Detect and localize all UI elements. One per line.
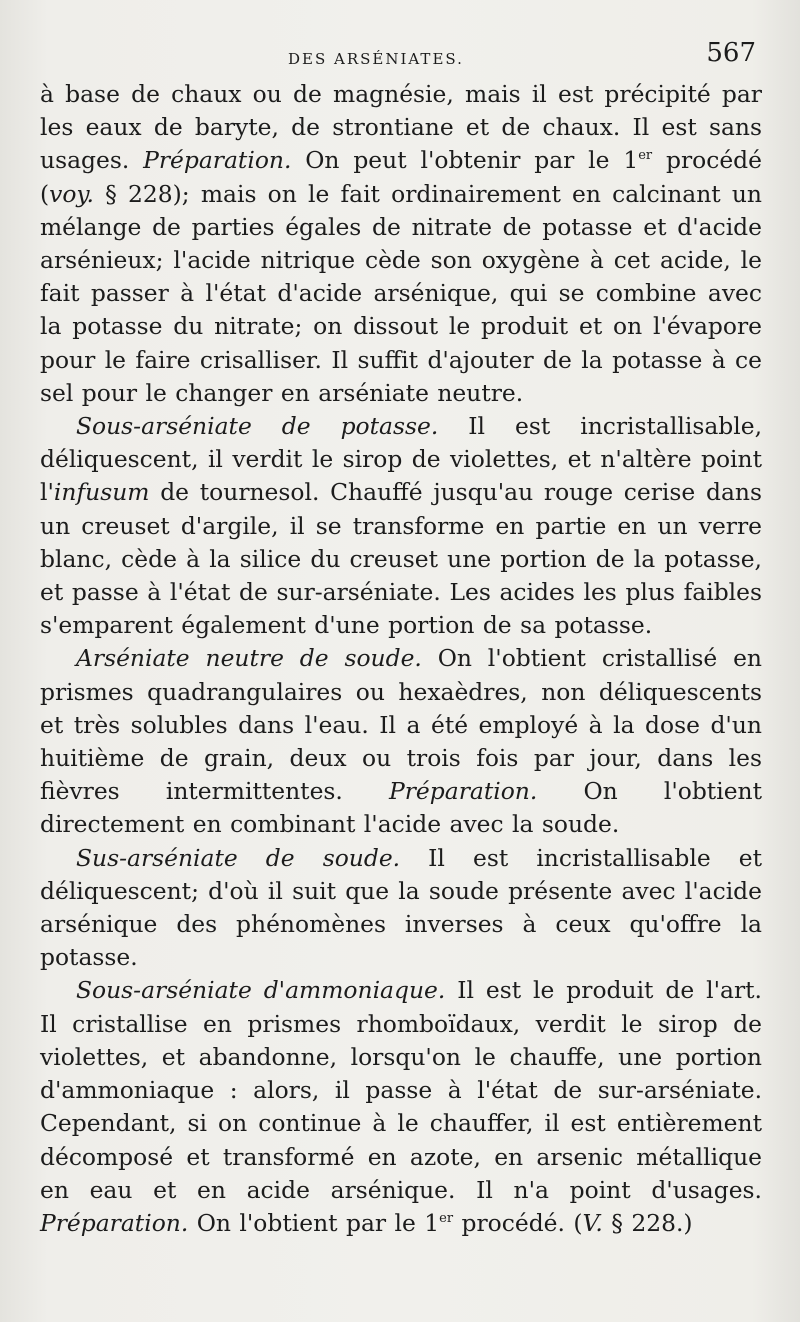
- text-run: On l'obtient cristallisé en prismes quadrangulaires ou hexaèdres, non déliquescents et très solubles dans l'eau. Il a été employé à la dose d'un huitième de grain, deux ou trois fois par jour, dans les fièvres intermittentes.: [40, 644, 762, 806]
- italic-text: Préparation.: [389, 777, 538, 806]
- italic-text: Préparation.: [40, 1208, 189, 1237]
- paragraph-sus-arseniate-soude: [40, 842, 762, 975]
- text-run: Il est le produit de l'art. Il cristallise en prismes rhomboïdaux, verdit le sirop de violettes, et abandonne, lorsqu'on le chauffe, une portion d'ammoniaque : alors, il passe à l'état de sur-arséniate. Cependant, si on continue à le chauffer, il est entièrement décomposé et transformé en azote, en arsenic métallique en eau et en acide arsénique. Il n'a point d'usages.: [40, 976, 762, 1204]
- text-run: procédé (: [40, 146, 762, 208]
- text-run: § 228.): [602, 1208, 693, 1237]
- text-run: Il est incristallisable et déliquescent; d'où il suit que la soude présente avec l'acide arsénique des phénomènes inverses à ceux qu'offre la potasse.: [40, 843, 762, 972]
- running-head: DES ARSÉNIATES.: [288, 50, 464, 68]
- text-run: On l'obtient directement en combinant l'acide avec la soude.: [40, 777, 762, 839]
- text-run: On peut l'obtenir par le 1: [291, 146, 639, 175]
- text-run: On l'obtient par le 1: [188, 1208, 440, 1237]
- text-run: Il est incristallisable, déliquescent, il verdit le sirop de violettes, et n'altère point l': [40, 412, 763, 507]
- text-run: § 228); mais on le fait ordinairement en calcinant un mélange de parties égales de nitrate de potasse et d'acide arsénieux; l'acide nitrique cède son oxygène à cet acide, le fait passer à l'état d'acide arsénique, qui se combine avec la potasse du nitrate; on dissout le produit et on l'évapore pour le faire crisalliser. Il suffit d'ajouter de la potasse à ce sel pour le changer en arséniate neutre.: [40, 179, 762, 407]
- italic-text: Préparation.: [143, 146, 292, 175]
- superscript-text: er: [638, 148, 653, 164]
- paragraph-sous-arseniate-ammoniaque: [40, 974, 762, 1240]
- paragraph-intro: [40, 78, 762, 410]
- paragraph-heading: Sous-arséniate d'ammoniaque.: [76, 976, 446, 1005]
- superscript-text: er: [439, 1210, 454, 1226]
- paragraph-sous-arseniate-potasse: [40, 410, 762, 642]
- page-header: [40, 38, 762, 78]
- paragraph-heading: Arséniate neutre de soude.: [76, 644, 422, 673]
- paragraph-heading: Sus-arséniate de soude.: [76, 843, 401, 872]
- body-text: [40, 78, 762, 1240]
- italic-text: infusum: [53, 478, 150, 507]
- paragraph-heading: Sous-arséniate de potasse.: [76, 412, 439, 441]
- italic-text: V.: [582, 1208, 603, 1237]
- italic-text: voy.: [49, 179, 94, 208]
- page-number: 567: [706, 38, 756, 68]
- text-run: procédé. (: [453, 1208, 583, 1237]
- text-run: de tournesol. Chauffé jusqu'au rouge cerise dans un creuset d'argile, il se transforme en partie en un verre blanc, cède à la silice du creuset une portion de la potasse, et passe à l'état de sur-arséniate. Les acides les plus faibles s'emparent également d'une portion de sa potasse.: [40, 478, 762, 640]
- paragraph-arseniate-neutre-soude: [40, 642, 762, 841]
- text-run: à base de chaux ou de magnésie, mais il est précipité par les eaux de baryte, de strontiane et de chaux. Il est sans usages.: [40, 80, 762, 175]
